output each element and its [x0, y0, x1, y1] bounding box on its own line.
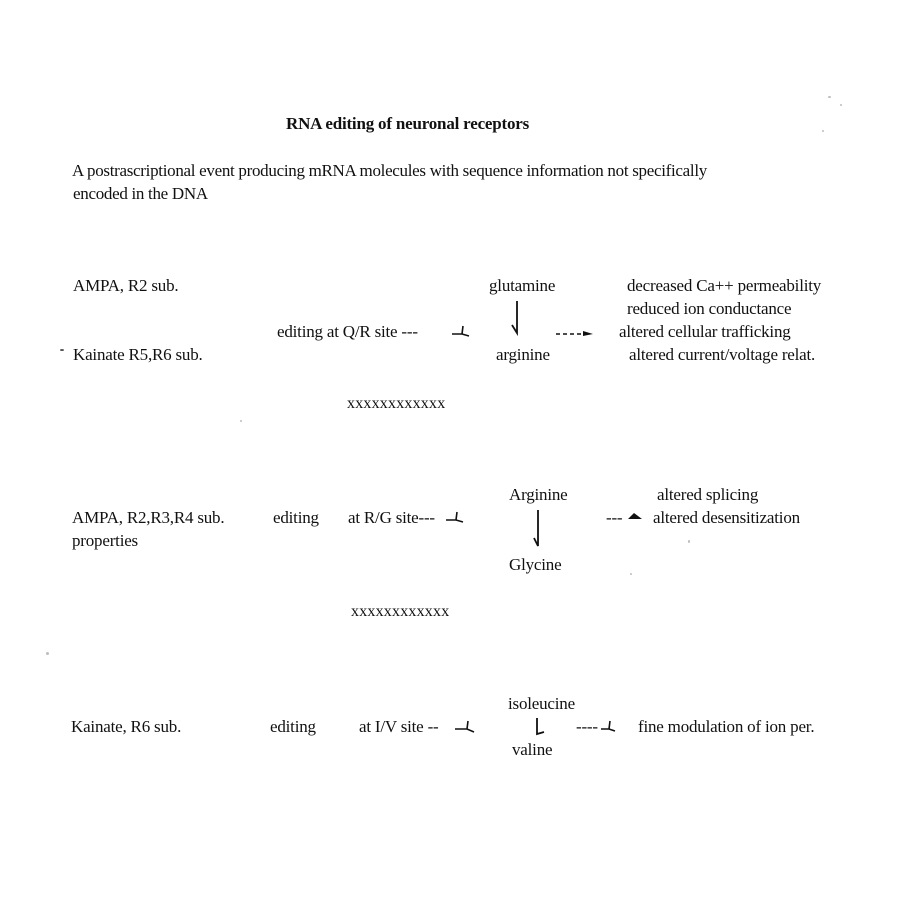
effect-ca-permeability: decreased Ca++ permeability: [627, 276, 822, 295]
effect-dash: ---: [606, 508, 623, 527]
effect-cellular-trafficking: altered cellular trafficking: [619, 322, 791, 341]
scan-speck: [822, 130, 824, 132]
arrow-head-icon: [452, 322, 472, 340]
amino-acid-arginine: Arginine: [509, 485, 568, 504]
separator-1: xxxxxxxxxxxx: [347, 395, 446, 412]
editing-qr-site-label: editing at Q/R site ---: [277, 322, 418, 341]
amino-acid-glycine: Glycine: [509, 555, 562, 574]
amino-acid-isoleucine: isoleucine: [508, 694, 575, 713]
rg-site-label: at R/G site---: [348, 508, 435, 527]
receptor-kainate-r6: Kainate, R6 sub.: [71, 717, 182, 736]
amino-acid-glutamine: glutamine: [489, 276, 556, 295]
editing-rg-label: editing: [273, 508, 319, 527]
arrow-head-icon: [601, 717, 619, 735]
effect-altered-splicing: altered splicing: [657, 485, 759, 504]
scan-speck: [630, 573, 632, 575]
dashed-arrow-icon: [556, 326, 598, 340]
effect-current-voltage: altered current/voltage relat.: [629, 345, 816, 364]
effect-dash: ----: [576, 717, 598, 736]
arrow-head-icon: [628, 510, 646, 524]
intro-line-1: A postrascriptional event producing mRNA molecules with sequence information not specifically: [72, 161, 707, 180]
separator-2: xxxxxxxxxxxx: [351, 603, 450, 620]
scan-speck: [828, 96, 831, 98]
down-arrow-icon: [508, 299, 526, 339]
effect-fine-modulation: fine modulation of ion per.: [638, 717, 815, 736]
amino-acid-arginine: arginine: [496, 345, 550, 364]
scan-speck: [60, 349, 64, 351]
receptor-properties: properties: [72, 531, 138, 550]
receptor-ampa-r2-r3-r4: AMPA, R2,R3,R4 sub.: [72, 508, 225, 527]
document-title: RNA editing of neuronal receptors: [286, 114, 530, 133]
effect-ion-conductance: reduced ion conductance: [627, 299, 792, 318]
receptor-ampa-r2: AMPA, R2 sub.: [73, 276, 179, 295]
arrow-head-icon: [455, 717, 477, 735]
scan-speck: [240, 420, 242, 422]
effect-altered-desensitization: altered desensitization: [653, 508, 800, 527]
amino-acid-valine: valine: [512, 740, 553, 759]
scan-speck: [688, 540, 690, 543]
intro-line-2: encoded in the DNA: [73, 184, 208, 203]
down-arrow-icon: [529, 508, 547, 552]
scan-speck: [46, 652, 49, 655]
down-arrow-icon: [530, 716, 548, 740]
editing-iv-label: editing: [270, 717, 316, 736]
scan-speck: [840, 104, 842, 106]
receptor-kainate-r5-r6: Kainate R5,R6 sub.: [73, 345, 203, 364]
arrow-head-icon: [446, 508, 466, 526]
iv-site-label: at I/V site --: [359, 717, 439, 736]
